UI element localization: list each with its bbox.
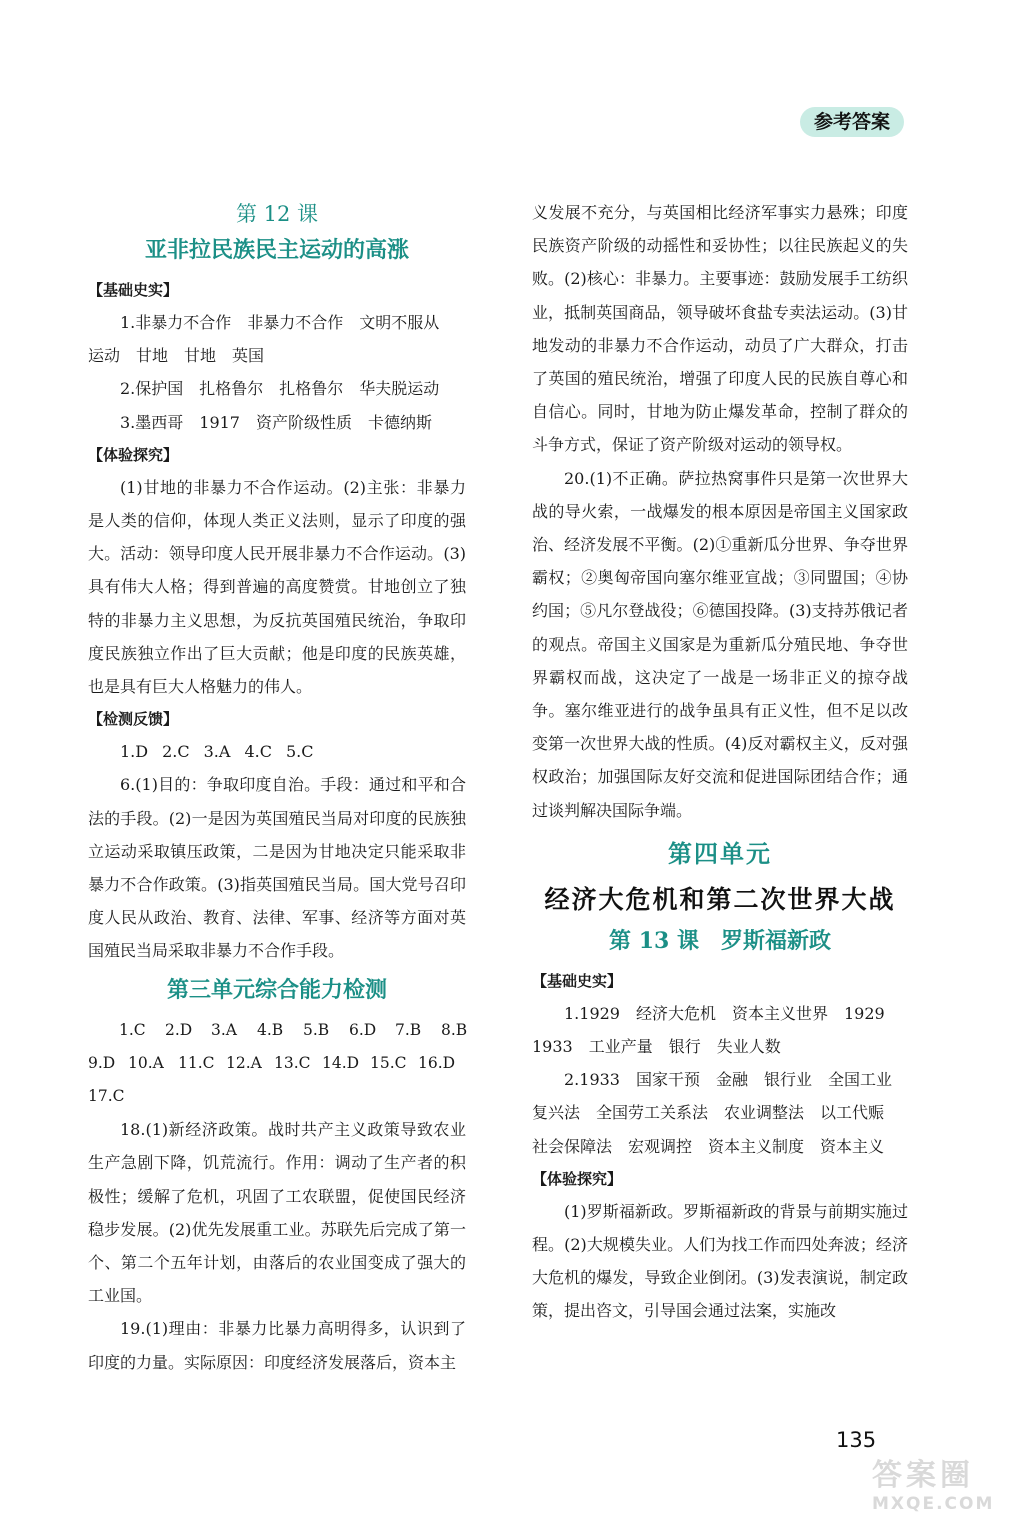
lesson-12-subtitle: 亚非拉民族民主运动的高涨 xyxy=(144,237,409,263)
section-basic-facts: 【基础史实】 xyxy=(532,971,623,990)
answer-item: 8.B xyxy=(441,1020,468,1039)
explore-text: (1)罗斯福新政。罗斯福新政的背景与前期实施过程。(2)大规模失业。人们为找工作而四处奔波；经济大危机的爆发，导致企业倒闭。(3)发表演说，制定政策，提出咨文，引导国会通过法案，实施改 xyxy=(532,1201,908,1321)
answer-key-badge: 参考答案 xyxy=(800,107,904,137)
unit4-subtitle: 经济大危机和第二次世界大战 xyxy=(544,884,896,914)
answer-item: 11.C xyxy=(178,1053,215,1072)
answer-item: 7.B xyxy=(395,1020,422,1039)
watermark-text: 答案圈 xyxy=(872,1458,974,1493)
section-explore: 【体验探究】 xyxy=(88,445,179,464)
answer-item: 4.C xyxy=(244,742,272,762)
answer-item: 13.C xyxy=(274,1053,311,1072)
watermark-logo xyxy=(872,1450,1022,1530)
answer-item: 5.B xyxy=(303,1020,330,1039)
basic-line: 2.保护国 扎格鲁尔 扎格鲁尔 华夫脱运动 xyxy=(120,379,440,399)
answer-item: 3.A xyxy=(203,742,231,762)
answer-item: 15.C xyxy=(370,1053,407,1072)
basic-line: 2.1933 国家干预 金融 银行业 全国工业 xyxy=(564,1070,892,1090)
q19-answer-start: 19.(1)理由：非暴力比暴力高明得多，认识到了印度的力量。实际原因：印度经济发展落后，资本主 xyxy=(88,1319,466,1372)
page-number: 135 xyxy=(836,1428,877,1452)
section-explore: 【体验探究】 xyxy=(532,1169,623,1188)
q18-answer: 18.(1)新经济政策。战时共产主义政策导致农业生产急剧下降，饥荒流行。作用：调动了生产者的积极性；缓解了危机，巩固了工农联盟，促使国民经济稳步发展。(2)优先发展重工业。苏联先后完成了第一个、第二个五年计划，由落后的农业国变成了强大的工业国。 xyxy=(88,1120,466,1306)
basic-line: 1.1929 经济大危机 资本主义世界 1929 xyxy=(564,1003,885,1023)
answer-grid-row: 17.C xyxy=(88,1087,125,1106)
q19-answer-continued: 义发展不充分，与英国相比经济军事实力悬殊；印度民族资产阶级的动摇性和妥协性；以往民族起义的失败。(2)核心：非暴力。主要事迹：鼓励发展手工纺织业，抵制英国商品，领导破坏食盐专卖法运动。(3)甘地发动的非暴力不合作运动，动员了广大群众，打击了英国的殖民统治，增强了印度人民的民族自尊心和自信心。同时，甘地为防止爆发革命，控制了群众的斗争方式，保证了资产阶级对运动的领导权。 xyxy=(532,203,908,455)
unit3-test-title: 第三单元综合能力检测 xyxy=(166,976,387,1003)
lesson-13-title: 第 13 课 罗斯福新政 xyxy=(609,927,831,954)
answer-grid-row xyxy=(88,1014,466,1047)
answer-item: 14.D xyxy=(322,1053,360,1072)
answer-item: 4.B xyxy=(257,1020,284,1039)
answer-item: 10.A xyxy=(128,1053,164,1072)
basic-line: 1.非暴力不合作 非暴力不合作 文明不服从 xyxy=(120,313,440,332)
watermark-url: MXQE.COM xyxy=(872,1494,995,1514)
basic-line: 3.墨西哥 1917 资产阶级性质 卡德纳斯 xyxy=(120,412,432,432)
section-basic-facts: 【基础史实】 xyxy=(88,281,179,299)
basic-line: 运动 甘地 甘地 英国 xyxy=(88,346,265,366)
answer-item: 1.D xyxy=(120,742,149,762)
answer-item: 5.C xyxy=(285,742,314,762)
basic-line: 1933 工业产量 银行 失业人数 xyxy=(532,1037,781,1057)
answer-item: 2.C xyxy=(162,742,190,762)
answer-item: 3.A xyxy=(211,1020,237,1039)
answer-item: 9.D xyxy=(88,1053,116,1072)
answer-item: 1.C xyxy=(119,1020,146,1039)
answer-grid-row xyxy=(88,1047,466,1080)
feedback-q6: 6.(1)目的：争取印度自治。手段：通过和平和合法的手段。(2)一是因为英国殖民当局对印度的民族独立运动采取镇压政策，二是因为甘地决定只能采取非暴力不合作政策。(3)指英国殖民当局。国大党号召印度人民从政治、教育、法律、军事、经济等方面对英国殖民当局采取非暴力不合作手段。 xyxy=(88,775,466,961)
answer-item: 12.A xyxy=(226,1053,262,1072)
basic-line: 社会保障法 宏观调控 资本主义制度 资本主义 xyxy=(532,1136,885,1156)
basic-line: 复兴法 全国劳工关系法 农业调整法 以工代赈 xyxy=(532,1103,885,1123)
feedback-answers xyxy=(88,735,466,768)
q20-answer: 20.(1)不正确。萨拉热窝事件只是第一次世界大战的导火索，一战爆发的根本原因是帝国主义国家政治、经济发展不平衡。(2)①重新瓜分世界、争夺世界霸权；②奥匈帝国向塞尔维亚宣战；③同盟国；④协约国；⑤凡尔登战役；⑥德国投降。(3)支持苏俄记者的观点。帝国主义国家是为重新瓜分殖民地、争夺世界霸权而战，这决定了一战是一场非正义的掠夺战争。塞尔维亚进行的战争虽具有正义性，但不足以改变第一次世界大战的性质。(4)反对霸权主义，反对强权政治；加强国际友好交流和促进国际团结合作；通过谈判解决国际争端。 xyxy=(532,468,908,820)
lesson-12-title: 第 12 课 xyxy=(235,202,319,226)
unit4-title: 第四单元 xyxy=(668,838,772,868)
section-feedback: 【检测反馈】 xyxy=(88,710,179,729)
answer-item: 6.D xyxy=(349,1020,377,1039)
right-column xyxy=(532,196,908,1328)
answer-item: 2.D xyxy=(165,1020,193,1039)
left-column xyxy=(88,196,466,1379)
answer-item: 16.D xyxy=(418,1053,456,1072)
explore-text: (1)甘地的非暴力不合作运动。(2)主张：非暴力是人类的信仰，体现人类正义法则，显示了印度的强大。活动：领导印度人民开展非暴力不合作运动。(3)具有伟大人格；得到普遍的高度赞赏。甘地创立了独特的非暴力主义思想，为反抗英国殖民统治，争取印度民族独立作出了巨大贡献；他是印度的民族英雄，也是具有巨大人格魅力的伟人。 xyxy=(88,477,466,697)
